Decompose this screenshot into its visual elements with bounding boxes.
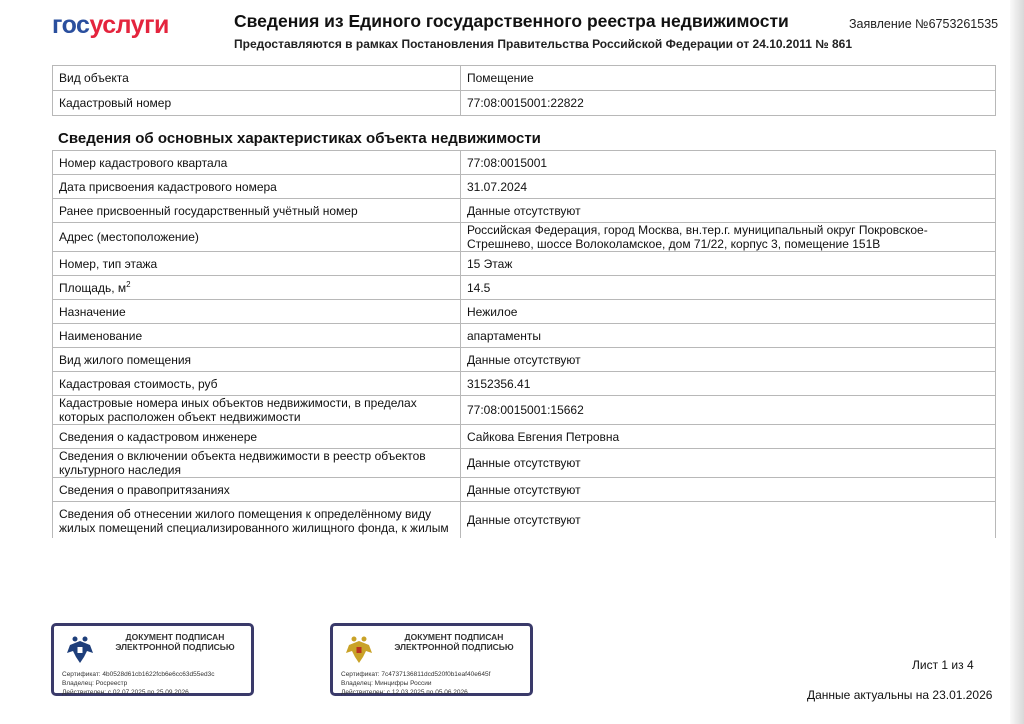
section-heading: Сведения об основных характеристиках объекта недвижимости <box>58 130 541 147</box>
table-row <box>53 502 996 539</box>
table-row <box>53 252 996 276</box>
stamp-info <box>341 670 490 697</box>
row-label <box>53 502 461 539</box>
stamp-validity: Действителен: с 02.07.2025 по 25.09.2026 <box>62 689 189 696</box>
area-label: Площадь, м <box>59 280 127 295</box>
table-row <box>53 66 996 91</box>
row-label: Кадастровые номера иных объектов недвижимости, в пределах которых расположен объект недвижимости <box>53 396 461 425</box>
logo-part-gos: гос <box>52 11 90 39</box>
stamp-owner: Владелец: Росреестр <box>62 680 128 687</box>
row-value: 15 Этаж <box>461 252 996 276</box>
row-value: 31.07.2024 <box>461 175 996 199</box>
document-title: Сведения из Единого государственного реестра недвижимости <box>234 11 789 31</box>
table-row <box>53 276 996 300</box>
stamp-title: ДОКУМЕНТ ПОДПИСАН ЭЛЕКТРОННОЙ ПОДПИСЬЮ <box>115 632 235 652</box>
table-row <box>53 324 996 348</box>
characteristics-table <box>52 150 996 538</box>
table-row <box>53 348 996 372</box>
row-value: Данные отсутствуют <box>461 449 996 478</box>
signature-stamp-rosreestr <box>51 623 254 696</box>
row-label: Адрес (местоположение) <box>53 223 461 252</box>
row-label: Номер, тип этажа <box>53 252 461 276</box>
row-value: Данные отсутствуют <box>461 199 996 223</box>
row-label-text: Сведения об отнесении жилого помещения к определённому виду жилых помещений специализированного жилищного фонда, к жилым <box>59 507 449 535</box>
row-value: 14.5 <box>461 276 996 300</box>
row-label: Наименование <box>53 324 461 348</box>
table-row <box>53 425 996 449</box>
table-row <box>53 478 996 502</box>
row-label: Назначение <box>53 300 461 324</box>
stamp-owner: Владелец: Минцифры России <box>341 680 432 687</box>
row-label: Вид жилого помещения <box>53 348 461 372</box>
row-value: Сайкова Евгения Петровна <box>461 425 996 449</box>
table-row <box>53 151 996 175</box>
stamp-certificate: Сертификат: 7c4737136811dcd520f0b1eaf40e645f <box>341 671 491 678</box>
signature-stamp-mincifry <box>330 623 533 696</box>
row-label: Дата присвоения кадастрового номера <box>53 175 461 199</box>
logo-part-uslugi: услуги <box>89 11 169 39</box>
object-table <box>52 65 996 116</box>
row-value: Помещение <box>461 66 996 91</box>
row-value: 3152356.41 <box>461 372 996 396</box>
area-unit-superscript: 2 <box>126 279 131 289</box>
application-number: Заявление №6753261535 <box>849 17 999 31</box>
page-edge <box>1010 0 1024 724</box>
row-value: Нежилое <box>461 300 996 324</box>
row-value: 77:08:0015001:15662 <box>461 396 996 425</box>
row-label: Сведения о кадастровом инженере <box>53 425 461 449</box>
gosuslugi-logo[interactable] <box>52 11 169 40</box>
row-label: Сведения о включении объекта недвижимости в реестр объектов культурного наследия <box>53 449 461 478</box>
row-label: Кадастровая стоимость, руб <box>53 372 461 396</box>
row-label: Номер кадастрового квартала <box>53 151 461 175</box>
table-row <box>53 91 996 116</box>
table-row <box>53 199 996 223</box>
table-row <box>53 223 996 252</box>
row-label: Ранее присвоенный государственный учётный номер <box>53 199 461 223</box>
coat-of-arms-emblem-icon <box>343 633 375 665</box>
table-row <box>53 372 996 396</box>
row-value: апартаменты <box>461 324 996 348</box>
row-value: 77:08:0015001:22822 <box>461 91 996 116</box>
document-subtitle: Предоставляются в рамках Постановления Правительства Российской Федерации от 24.10.2011 № 861 <box>234 37 852 51</box>
row-label: Вид объекта <box>53 66 461 91</box>
stamp-certificate: Сертификат: 4b0528d61cb1622fcb6e6cc63d55ed3c <box>62 671 215 678</box>
data-actual-date: Данные актуальны на 23.01.2026 <box>807 688 993 702</box>
table-row <box>53 300 996 324</box>
stamp-validity: Действителен: с 12.03.2025 по 05.06.2026 <box>341 689 468 696</box>
table-row <box>53 396 996 425</box>
row-value: Данные отсутствуют <box>461 502 996 539</box>
table-row <box>53 175 996 199</box>
table-row <box>53 449 996 478</box>
row-label: Кадастровый номер <box>53 91 461 116</box>
double-headed-eagle-emblem-icon <box>64 633 96 665</box>
row-value: 77:08:0015001 <box>461 151 996 175</box>
row-value: Данные отсутствуют <box>461 348 996 372</box>
row-value: Российская Федерация, город Москва, вн.тер.г. муниципальный округ Покровское-Стрешнево, шоссе Волоколамское, дом 71/22, корпус 3, помещение 151В <box>461 223 996 252</box>
row-label <box>53 276 461 300</box>
row-value: Данные отсутствуют <box>461 478 996 502</box>
row-label: Сведения о правопритязаниях <box>53 478 461 502</box>
stamp-info <box>62 670 214 697</box>
stamp-title: ДОКУМЕНТ ПОДПИСАН ЭЛЕКТРОННОЙ ПОДПИСЬЮ <box>394 632 514 652</box>
sheet-number: Лист 1 из 4 <box>912 658 974 672</box>
